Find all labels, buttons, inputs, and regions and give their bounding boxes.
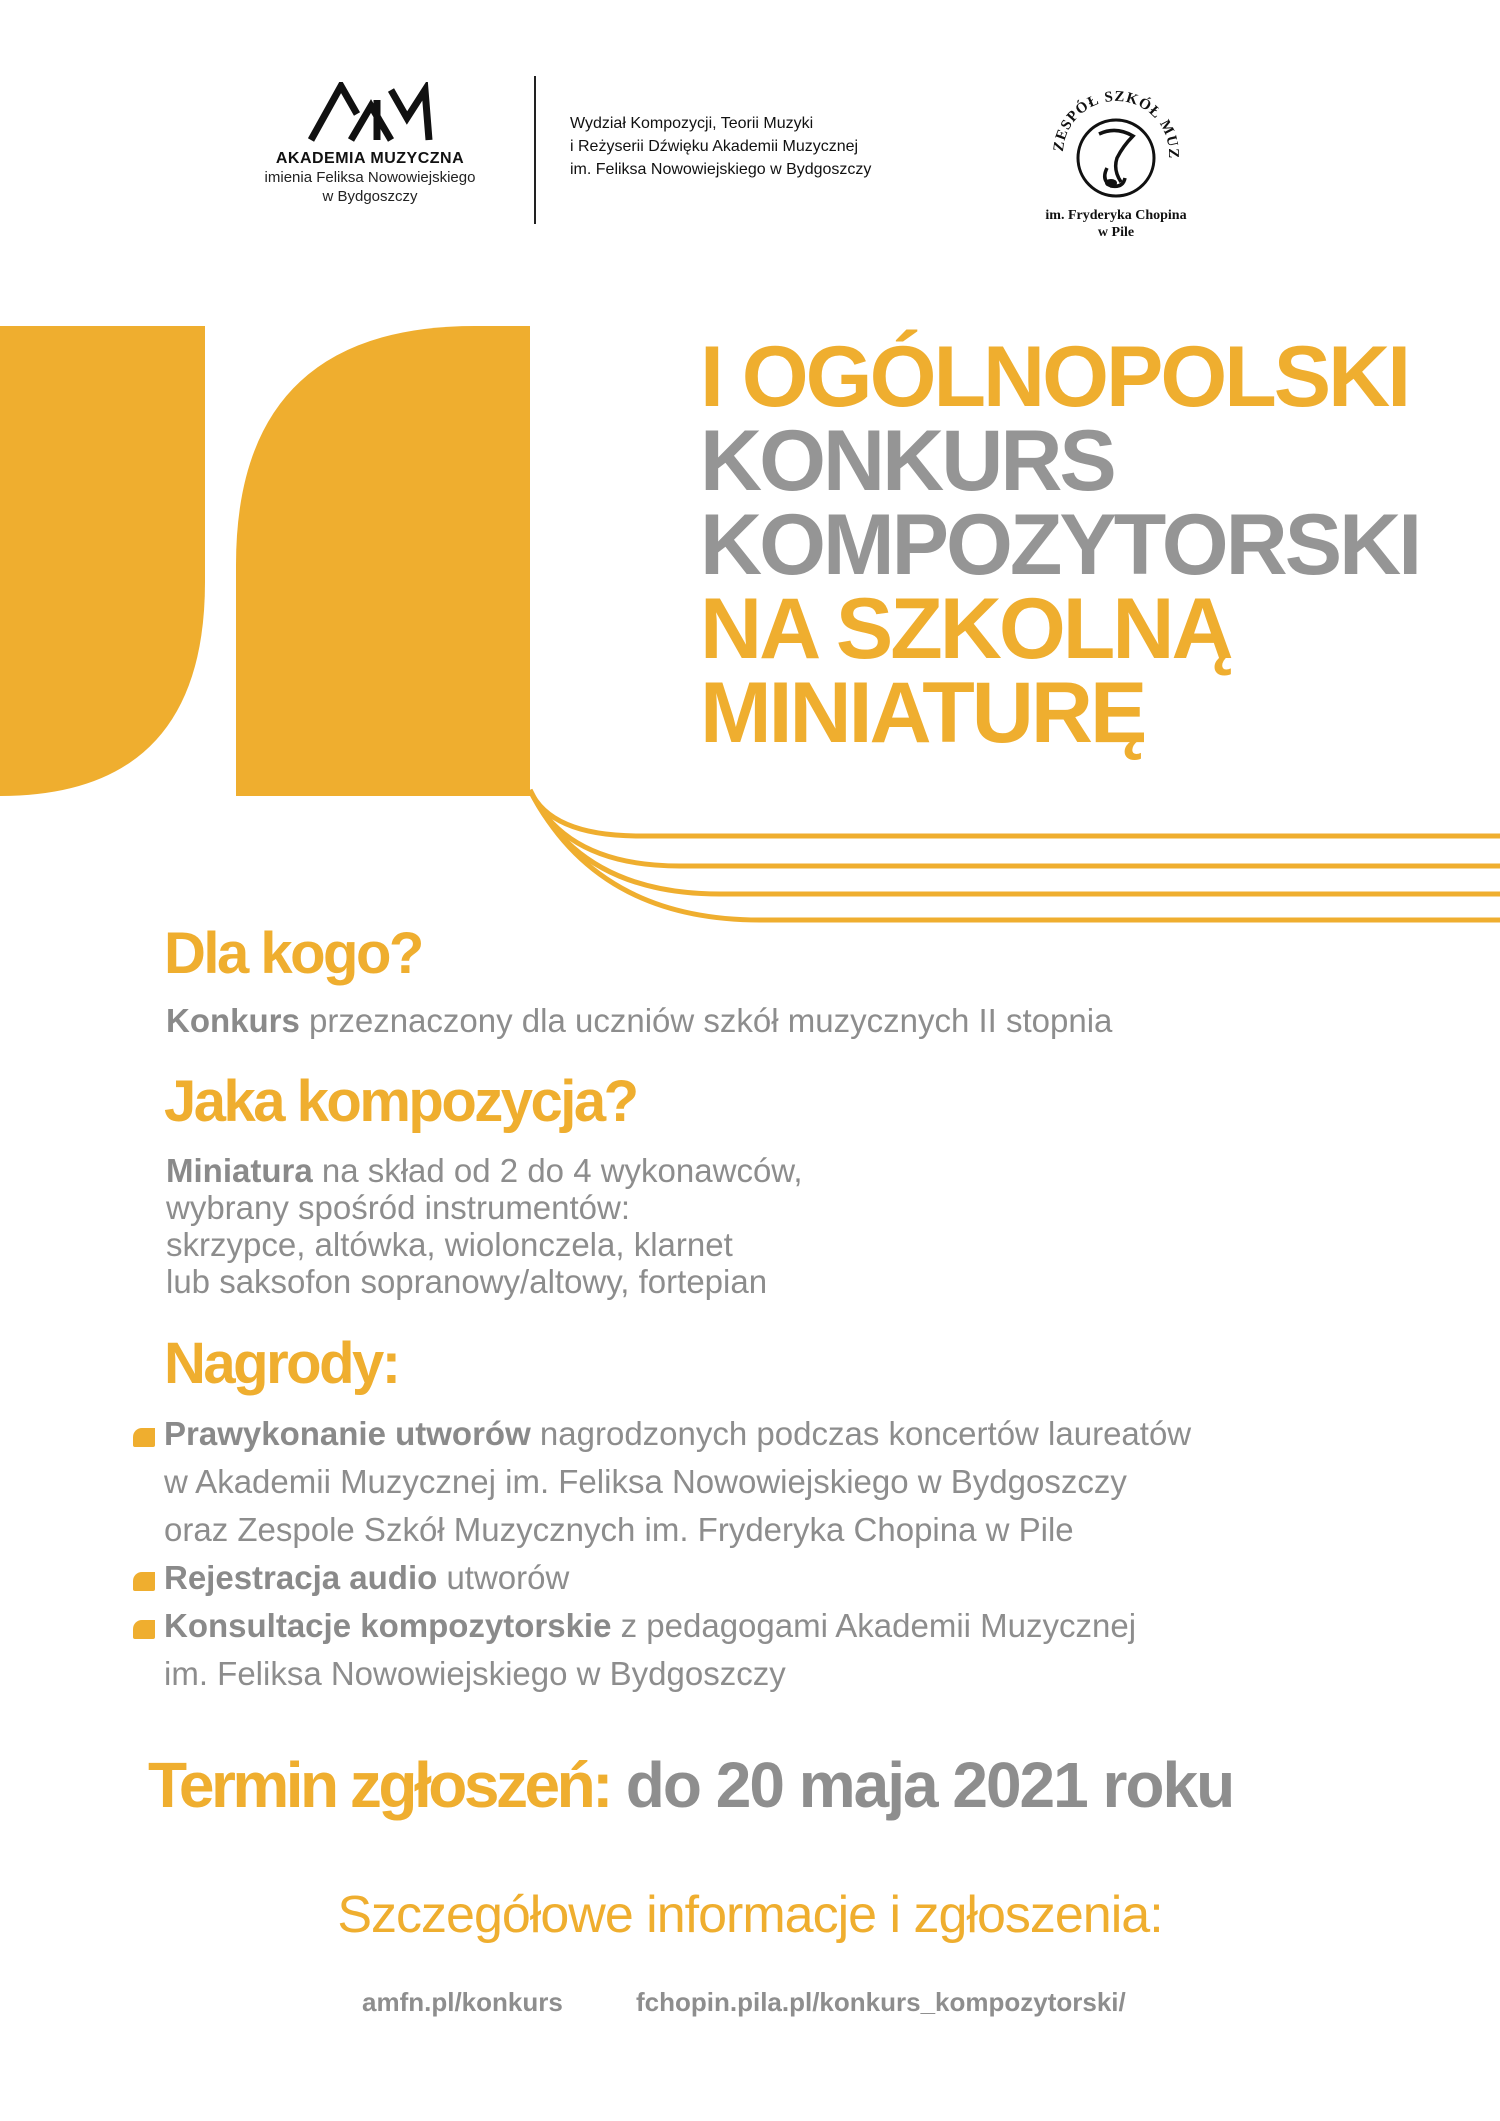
link-fchopin[interactable]: fchopin.pila.pl/konkurs_kompozytorski/ <box>636 1987 1126 2017</box>
academy-sub-line-1: imienia Feliksa Nowowiejskiego <box>264 169 476 186</box>
school-logo <box>1030 66 1202 241</box>
school-caption-line-1: im. Fryderyka Chopina <box>1045 208 1187 223</box>
faculty-line-1: Wydział Kompozycji, Teorii Muzyki <box>570 115 814 132</box>
composition-bold: Miniatura <box>166 1152 313 1189</box>
am-monogram-icon <box>307 82 433 142</box>
right-arch-shape <box>236 326 530 796</box>
academy-name: AKADEMIA MUZYCZNA <box>275 150 465 167</box>
prize-item-3 <box>164 1602 1136 1698</box>
school-caption-line-2: w Pile <box>1097 225 1135 240</box>
svg-text:ZESPÓŁ SZKÓŁ MUZYCZNYCH <box>1041 66 1181 159</box>
staff-lines <box>530 790 1500 920</box>
composition-line-2: wybrany spośród instrumentów: <box>166 1189 631 1226</box>
lyre-icon <box>1099 130 1133 186</box>
section-heading-prizes: Nagrody: <box>164 1331 399 1396</box>
prize-1-rest: nagrodzonych podczas koncertów laureatów <box>530 1415 1192 1452</box>
prize-1-line-3: oraz Zespole Szkół Muzycznych im. Fryderyka Chopina w Pile <box>164 1511 1074 1548</box>
prize-1-bold: Prawykonanie utworów <box>164 1415 531 1452</box>
section-text-composition <box>166 1152 802 1300</box>
faculty-line-2: i Reżyserii Dźwięku Akademii Muzycznej <box>570 138 859 155</box>
who-text: przeznaczony dla uczniów szkół muzycznych II stopnia <box>299 1002 1113 1039</box>
title-line-2: KONKURS <box>700 413 1114 509</box>
who-bold: Konkurs <box>166 1002 300 1039</box>
section-heading-who: Dla kogo? <box>164 921 422 986</box>
prize-bullet-icon <box>133 1428 155 1447</box>
prize-bullet-icon <box>133 1620 155 1639</box>
prize-bullet-icon <box>133 1572 155 1591</box>
faculty-line-3: im. Feliksa Nowowiejskiego w Bydgoszczy <box>570 161 872 178</box>
composition-line-1: na skład od 2 do 4 wykonawców, <box>312 1152 803 1189</box>
deadline-value: do 20 maja 2021 roku <box>609 1749 1234 1821</box>
school-seal-icon <box>1041 66 1191 202</box>
faculty-name <box>570 112 871 181</box>
academy-sub-line-2: w Bydgoszczy <box>322 188 418 205</box>
composition-line-3: skrzypce, altówka, wiolonczela, klarnet <box>166 1226 733 1263</box>
title-line-4: NA SZKOLNĄ <box>700 581 1231 677</box>
deadline-label: Termin zgłoszeń: <box>148 1749 610 1821</box>
poster-title <box>700 329 1420 761</box>
prize-item-1 <box>164 1410 1191 1554</box>
school-ring-text: ZESPÓŁ SZKÓŁ MUZ <box>1050 88 1182 160</box>
prize-3-bold: Konsultacje kompozytorskie <box>164 1607 612 1644</box>
prize-3-line-2: im. Feliksa Nowowiejskiego w Bydgoszczy <box>164 1655 786 1692</box>
section-heading-composition: Jaka kompozycja? <box>164 1069 637 1134</box>
prize-2-bold: Rejestracja audio <box>164 1559 438 1596</box>
prize-item-2 <box>164 1554 569 1602</box>
title-line-5: MINIATURĘ <box>700 665 1145 761</box>
left-quarter-shape <box>0 326 205 796</box>
prize-3-rest: z pedagogami Akademii Muzycznej <box>611 1607 1137 1644</box>
link-amfn[interactable]: amfn.pl/konkurs <box>362 1987 563 2017</box>
deadline <box>148 1748 1233 1822</box>
academy-logo <box>240 82 500 206</box>
title-line-3: KOMPOZYTORSKI <box>700 497 1420 593</box>
prize-2-rest: utworów <box>437 1559 570 1596</box>
prize-1-line-2: w Akademii Muzycznej im. Feliksa Nowowiejskiego w Bydgoszczy <box>164 1463 1127 1500</box>
header-divider <box>534 76 536 224</box>
info-heading: Szczegółowe informacje i zgłoszenia: <box>337 1886 1163 1944</box>
composition-line-4: lub saksofon sopranowy/altowy, fortepian <box>166 1263 768 1300</box>
title-line-1: I OGÓLNOPOLSKI <box>700 329 1409 425</box>
section-text-who <box>166 1002 1112 1039</box>
